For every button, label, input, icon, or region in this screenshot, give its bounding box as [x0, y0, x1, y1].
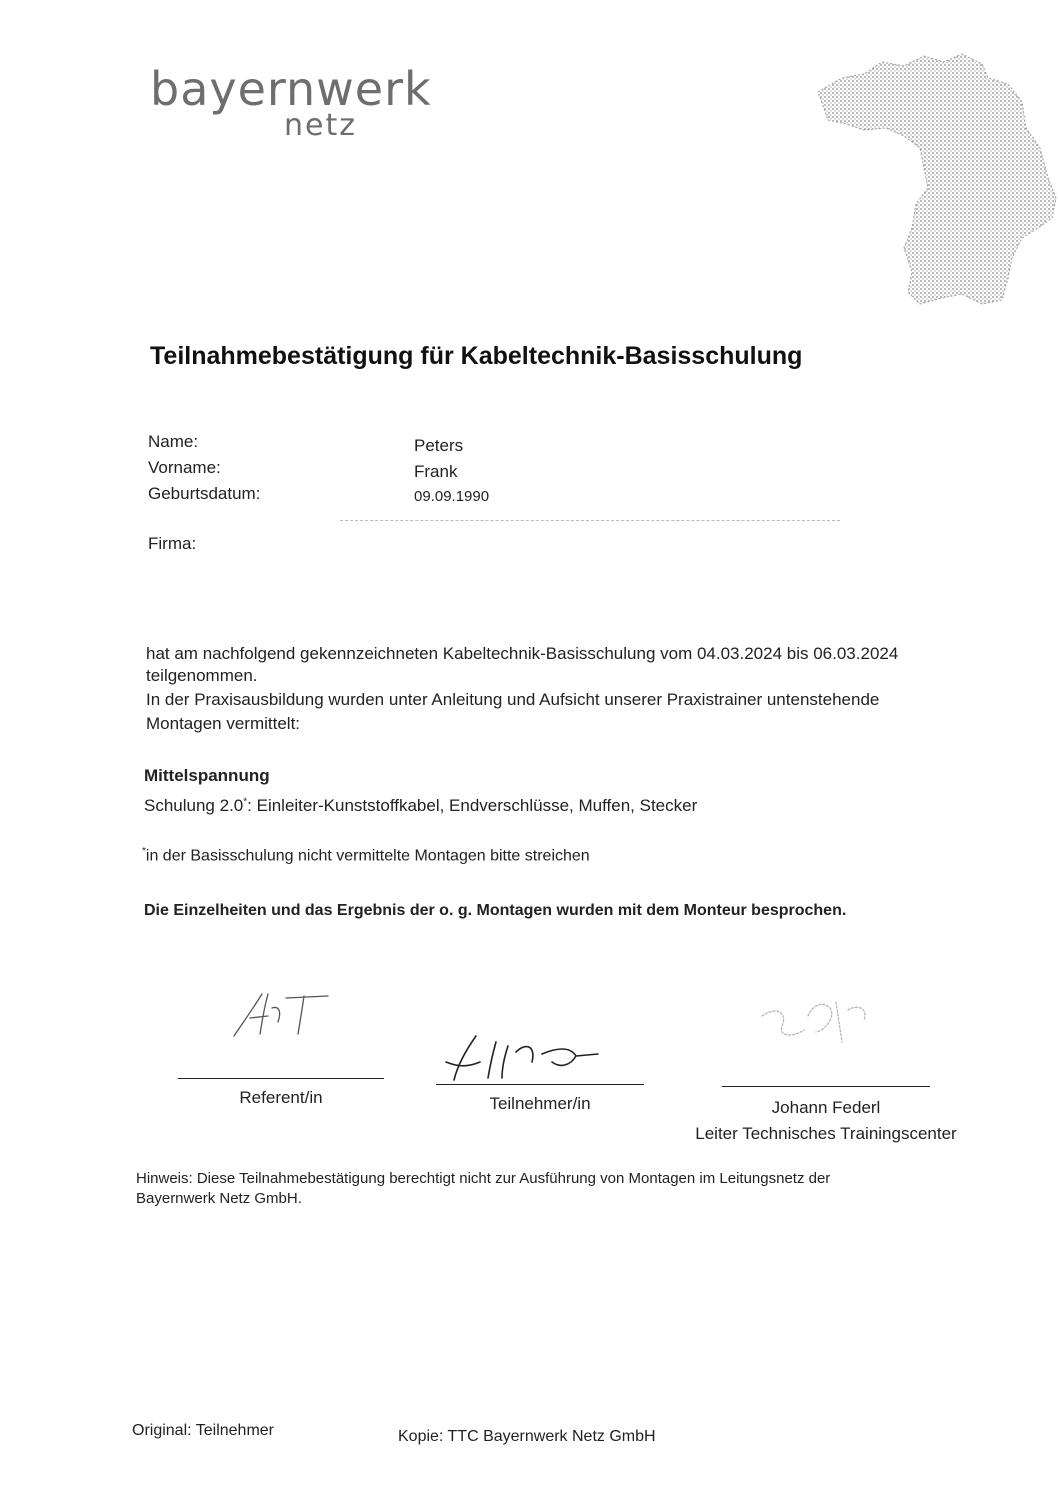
bavaria-map-icon: [812, 48, 1058, 310]
course-rest: : Einleiter-Kunststoffkabel, Endverschlüsse, Muffen, Stecker: [247, 796, 698, 815]
logo-wordmark: bayernwerk: [150, 62, 432, 116]
teilnehmer-label: Teilnehmer/in: [489, 1094, 591, 1113]
teilnehmer-signature: [436, 1032, 606, 1084]
course-line: [144, 796, 697, 816]
vorname-label: Vorname:: [148, 458, 221, 477]
leiter-title: Leiter Technisches Trainingscenter: [695, 1124, 957, 1143]
referent-signature: [228, 988, 340, 1040]
hinweis-line-1: Hinweis: Diese Teilnahmebestätigung berechtigt nicht zur Ausführung von Montagen im Leitungsnetz der: [136, 1170, 831, 1187]
statement: Die Einzelheiten und das Ergebnis der o. g. Montagen wurden mit dem Monteur besprochen.: [144, 902, 847, 919]
section-heading: Mittelspannung: [144, 766, 270, 785]
firma-label: Firma:: [148, 534, 197, 553]
vorname-value: Frank: [414, 462, 458, 481]
hinweis-line-2: Bayernwerk Netz GmbH.: [136, 1190, 302, 1207]
geburtsdatum-label: Geburtsdatum:: [148, 484, 261, 503]
name-value: Peters: [414, 436, 464, 455]
body-line-4: Montagen vermittelt:: [146, 714, 301, 733]
leiter-name: Johann Federl: [771, 1098, 881, 1117]
leiter-signature: [752, 986, 882, 1050]
logo-subline: netz: [284, 108, 357, 143]
course-star: *: [243, 796, 248, 808]
footnote-text: in der Basisschulung nicht vermittelte Montagen bitte streichen: [145, 847, 590, 865]
teilnehmer-signature-line: [436, 1084, 644, 1085]
referent-label: Referent/in: [239, 1088, 323, 1107]
referent-signature-line: [178, 1078, 384, 1079]
body-line-1: hat am nachfolgend gekennzeichneten Kabeltechnik-Basisschulung vom 04.03.2024 bis 06.03.2024: [146, 644, 899, 663]
footnote-star: *: [142, 846, 146, 857]
footer-kopie: Kopie: TTC Bayernwerk Netz GmbH: [398, 1428, 656, 1445]
name-label: Name:: [148, 432, 199, 451]
course-prefix: Schulung 2.0: [144, 796, 244, 815]
footnote-line: [142, 846, 590, 865]
leiter-signature-line: [722, 1086, 930, 1087]
divider: [340, 520, 840, 521]
body-line-3: In der Praxisausbildung wurden unter Anleitung und Aufsicht unserer Praxistrainer untenstehende: [146, 690, 880, 709]
document-title: Teilnahmebestätigung für Kabeltechnik-Basisschulung: [150, 342, 803, 370]
body-line-2: teilgenommen.: [146, 666, 258, 685]
geburtsdatum-value: 09.09.1990: [414, 488, 490, 505]
footer-original: Original: Teilnehmer: [132, 1422, 274, 1439]
